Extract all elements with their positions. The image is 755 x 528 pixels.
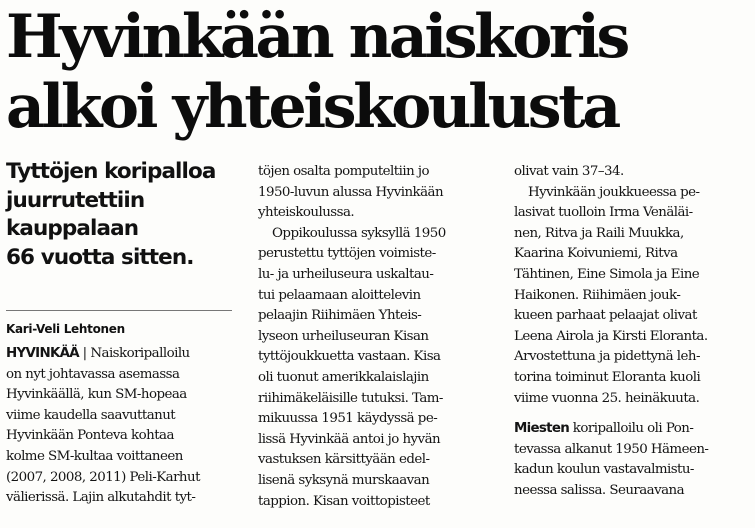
body-line: yhteiskoulussa. (258, 205, 355, 221)
headline-line: Hyvinkään naiskoris (6, 2, 627, 72)
body-line: Leena Airola ja Kirsti Eloranta. (514, 328, 708, 344)
body-line: vastuksen kärsittyään edel- (258, 452, 430, 468)
body-text: Naiskoripalloilu (90, 346, 190, 361)
article-column-1 (6, 344, 200, 509)
byline: Kari-Veli Lehtonen (6, 322, 125, 336)
body-line: tevassa alkanut 1950 Hämeen- (514, 441, 709, 457)
body-line: (2007, 2008, 2011) Peli-Karhut (6, 469, 200, 485)
body-line: lisenä syksynä murskaavan (258, 472, 430, 488)
deck-line: kauppalaan (6, 216, 139, 241)
headline-line: alkoi yhteiskoulusta (6, 72, 618, 142)
body-line: lissä Hyvinkää antoi jo hyvän (258, 431, 441, 447)
body-line: nen, Ritva ja Raili Muukka, (514, 225, 684, 241)
headline (6, 2, 751, 142)
body-line: on nyt johtavassa asemassa (6, 366, 180, 382)
body-line: Arvostettuna ja pidettynä leh- (514, 349, 700, 365)
body-line: riihimäkeläisille tutuksi. Tam- (258, 390, 443, 406)
body-line: Tähtinen, Eine Simola ja Eine (514, 266, 700, 282)
body-line: Hyvinkään joukkueessa pe- (528, 184, 700, 200)
body-line: kadun koulun vastavalmistu- (514, 462, 694, 478)
body-line: Hyvinkään Ponteva kohtaa (6, 428, 174, 444)
body-line: lu- ja urheiluseura uskaltau- (258, 266, 434, 282)
body-line: tyttöjoukkuetta vastaan. Kisa (258, 349, 441, 365)
body-line (6, 344, 200, 365)
body-line: olivat vain 37–34. (514, 164, 624, 179)
dateline: HYVINKÄÄ (6, 346, 79, 361)
body-line: perustettu tyttöjen voimiste- (258, 246, 436, 262)
body-line: tappion. Kisan voittopisteet (258, 493, 430, 509)
body-line: lasivat tuolloin Irma Venäläi- (514, 205, 693, 221)
deck-line: juurrutettiin (6, 187, 145, 213)
body-line: viime kaudella saavuttanut (6, 407, 176, 423)
body-line: torina toiminut Eloranta kuoli (514, 369, 701, 385)
body-line: Haikonen. Riihimäen jouk- (514, 287, 681, 303)
dateline-separator: | (78, 346, 91, 361)
body-line: Hyvinkäällä, kun SM-hopeaa (6, 387, 187, 403)
deck (6, 158, 234, 272)
deck-line: Tyttöjen koripalloa (6, 159, 216, 184)
body-line: kolme SM-kultaa voittaneen (6, 448, 183, 464)
body-line: kueen parhaat pelaajat olivat (514, 308, 697, 324)
body-line: mikuussa 1951 käydyssä pe- (258, 411, 438, 427)
deck-line: 66 vuotta sitten. (6, 244, 194, 270)
body-text: koripalloilu oli Pon- (569, 421, 694, 437)
body-line: välierissä. Lajin alkutahdit tyt- (6, 490, 196, 506)
body-line: lyseon urheiluseuran Kisan (258, 328, 429, 344)
byline-divider (6, 310, 232, 311)
section-lead: Miesten (514, 421, 570, 437)
body-line: neessa salissa. Seuraavana (514, 482, 685, 498)
body-line: töjen osalta pomputeltiin jo (258, 164, 429, 179)
body-line: tui pelaamaan aloittelevin (258, 287, 421, 303)
body-line: pelaajin Riihimäen Yhteis- (258, 308, 422, 324)
paragraph-gap (514, 409, 708, 419)
article-column-2 (258, 162, 446, 512)
body-line: 1950-luvun alussa Hyvinkään (258, 184, 444, 200)
body-line: Kaarina Koivuniemi, Ritva (514, 246, 678, 262)
article-column-3 (514, 162, 708, 502)
body-line (514, 419, 708, 440)
body-line: viime vuonna 25. heinäkuuta. (514, 390, 700, 406)
body-line: Oppikoulussa syksyllä 1950 (272, 225, 446, 241)
body-line: oli tuonut amerikkalaislajin (258, 369, 429, 385)
